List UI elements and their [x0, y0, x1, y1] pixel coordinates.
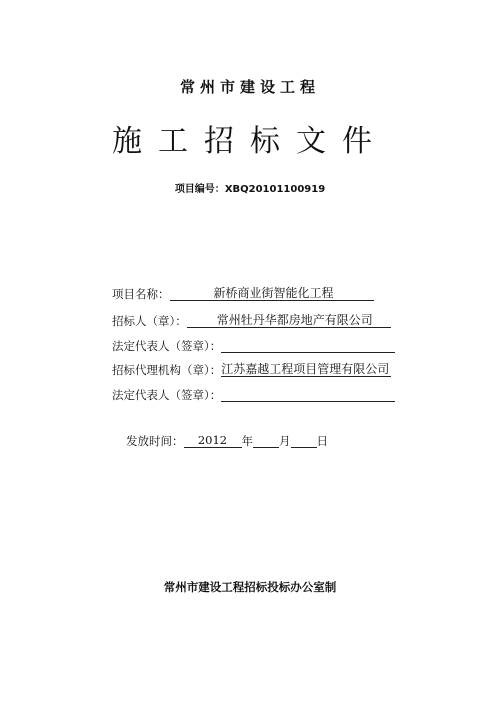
field-project-name: [112, 286, 374, 301]
field-tenderer-label: 招标人（章）：: [112, 314, 187, 328]
field-agency-value: 江苏嘉越工程项目管理有限公司: [221, 362, 390, 376]
issue-date-year-unit: 年: [241, 434, 253, 448]
document-subtitle: 常州市建设工程: [179, 78, 320, 96]
field-tenderer-line: [187, 313, 391, 328]
field-project-name-label: 项目名称：: [112, 287, 170, 301]
issue-date-label: 发放时间：: [126, 434, 184, 448]
field-project-name-value: 新桥商业街智能化工程: [213, 286, 334, 300]
field-agency-line: [221, 362, 391, 377]
field-legal-rep-2-line: [221, 387, 395, 402]
field-agency: [112, 362, 391, 377]
document-title: 施工招标文件: [112, 124, 388, 159]
project-number-label: 项目编号：: [174, 184, 225, 195]
field-legal-rep-1-label: 法定代表人（签章）：: [112, 339, 222, 353]
field-legal-rep-2-label: 法定代表人（签章）：: [112, 388, 222, 402]
field-legal-rep-1-line: [221, 338, 395, 353]
field-tenderer-value: 常州牡丹华都房地产有限公司: [216, 313, 373, 327]
field-tenderer: [112, 313, 391, 328]
project-number: [0, 180, 500, 195]
issuing-office: 常州市建设工程招标投标办公室制: [163, 580, 337, 594]
issue-date: [126, 433, 328, 448]
field-legal-rep-2: [112, 387, 395, 402]
issue-date-month-unit: 月: [279, 434, 291, 448]
field-agency-label: 招标代理机构（章）：: [112, 363, 222, 377]
field-legal-rep-1-value: [221, 338, 241, 352]
issue-date-year: 2012: [184, 433, 242, 448]
issue-date-month: [253, 433, 279, 448]
issue-date-day: [291, 433, 317, 448]
field-legal-rep-2-value: [221, 387, 241, 401]
project-number-value: XBQ20101100919: [224, 184, 326, 195]
field-legal-rep-1: [112, 338, 395, 353]
issue-date-day-unit: 日: [316, 434, 328, 448]
field-project-name-line: [170, 286, 374, 301]
